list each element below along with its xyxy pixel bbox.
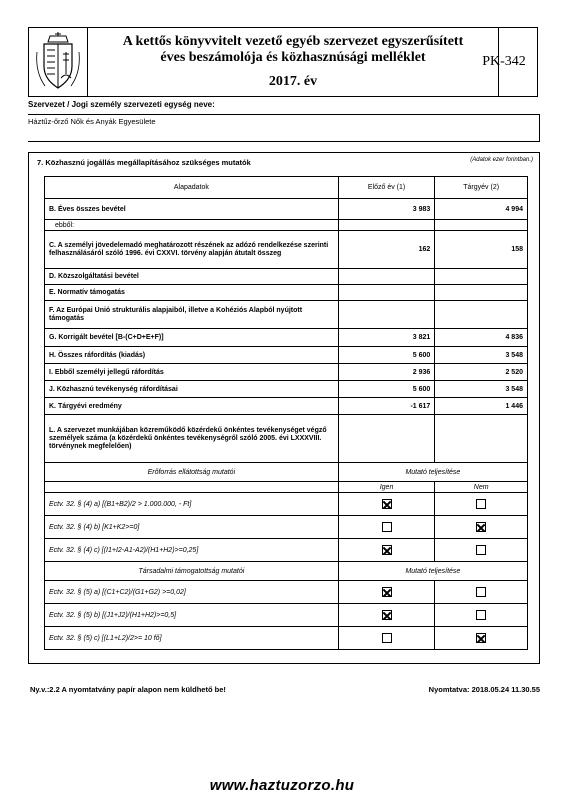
checkbox-no[interactable]: [476, 499, 486, 509]
column-header-curr-year: Tárgyév (2): [435, 177, 528, 199]
checkbox-yes[interactable]: [382, 522, 392, 532]
yes-checkbox-cell[interactable]: [338, 604, 435, 627]
yes-checkbox-cell[interactable]: [338, 493, 435, 516]
indicator-label: Ectv. 32. § (5) b) [(J1+J2)/(H1+H2)>=0,5]: [45, 604, 339, 627]
title-line-2: éves beszámolója és közhasznúsági melléklet: [160, 50, 426, 65]
indicator-label: Ectv. 32. § (5) a) [(C1+C2)/(G1+G2) >=0,02]: [45, 581, 339, 604]
no-checkbox-cell[interactable]: [435, 539, 528, 562]
row-curr-value: [435, 220, 528, 231]
section-title: 7. Közhasznú jogállás megállapításához szükséges mutatók: [37, 158, 251, 167]
table-row: [45, 364, 528, 381]
indicator-label: Ectv. 32. § (4) b) [K1+K2>=0]: [45, 516, 339, 539]
yes-checkbox-cell[interactable]: [338, 539, 435, 562]
indicator-row: [45, 493, 528, 516]
table-row: [45, 220, 528, 231]
row-label: K. Tárgyévi eredmény: [45, 398, 339, 415]
row-label: ebből:: [45, 220, 339, 231]
column-header-prev-year: Előző év (1): [338, 177, 435, 199]
version-note: Ny.v.:2.2 A nyomtatvány papír alapon nem küldhető be!: [30, 685, 226, 694]
indicators-section: [28, 152, 540, 664]
row-curr-value: 3 548: [435, 381, 528, 398]
row-curr-value: 4 994: [435, 199, 528, 220]
row-curr-value: [435, 415, 528, 463]
row-prev-value: [338, 220, 435, 231]
row-label: C. A személyi jövedelemadó meghatározott részének az adózó rendelkezése szerinti felhasználásáról szóló 1996. évi CXXVI. törvény alapján átutalt összeg: [45, 231, 339, 269]
row-label: H. Összes ráfordítás (kiadás): [45, 347, 339, 364]
form-title: [87, 28, 499, 96]
indicator-label: Ectv. 32. § (5) c) [(L1+L2)/2>= 10 fő]: [45, 627, 339, 650]
blank-cell: [45, 482, 339, 493]
row-curr-value: 1 446: [435, 398, 528, 415]
no-checkbox-cell[interactable]: [435, 516, 528, 539]
indicator-label: Ectv. 32. § (4) c) [(I1+I2-A1-A2)/(H1+H2)>=0,25]: [45, 539, 339, 562]
no-checkbox-cell[interactable]: [435, 604, 528, 627]
row-label: D. Közszolgáltatási bevétel: [45, 269, 339, 285]
row-label: L. A szervezet munkájában közreműködő közérdekű önkéntes tevékenységet végző személyek száma (a közérdekű önkéntes tevékenységről szóló 2005. évi LXXXVIII. törvénynek megfelelően): [45, 415, 339, 463]
table-row: [45, 301, 528, 329]
organization-label: Szervezet / Jogi személy szervezeti egység neve:: [28, 100, 215, 109]
print-timestamp: Nyomtatva: 2018.05.24 11.30.55: [428, 685, 540, 694]
row-curr-value: 2 520: [435, 364, 528, 381]
resource-indicators-header: Erőforrás ellátottság mutatói: [45, 463, 339, 482]
no-checkbox-cell[interactable]: [435, 581, 528, 604]
row-label: G. Korrigált bevétel [B-(C+D+E+F)]: [45, 329, 339, 347]
row-label: F. Az Európai Unió strukturális alapjaiból, illetve a Kohéziós Alapból nyújtott támogatás: [45, 301, 339, 329]
checkbox-no[interactable]: [476, 633, 486, 643]
yes-checkbox-cell[interactable]: [338, 627, 435, 650]
checkbox-yes[interactable]: [382, 499, 392, 509]
indicator-fulfilment-header: Mutató teljesítése: [338, 463, 527, 482]
row-prev-value: [338, 301, 435, 329]
row-curr-value: 3 548: [435, 347, 528, 364]
indicator-label: Ectv. 32. § (4) a) [(B1+B2)/2 > 1.000.000, - Ft]: [45, 493, 339, 516]
social-indicator-fulfilment-header: Mutató teljesítése: [338, 562, 527, 581]
row-prev-value: [338, 285, 435, 301]
form-header: [28, 27, 538, 97]
row-prev-value: 5 600: [338, 381, 435, 398]
yes-checkbox-cell[interactable]: [338, 516, 435, 539]
form-code: PK-342: [482, 54, 526, 69]
checkbox-no[interactable]: [476, 587, 486, 597]
row-prev-value: 2 936: [338, 364, 435, 381]
table-row: [45, 285, 528, 301]
row-curr-value: [435, 285, 528, 301]
table-row: [45, 398, 528, 415]
row-label: B. Éves összes bevétel: [45, 199, 339, 220]
indicator-row: [45, 627, 528, 650]
checkbox-no[interactable]: [476, 610, 486, 620]
organization-name: Háztűz-őrző Nők és Anyák Egyesülete: [28, 117, 156, 126]
row-label: I. Ebből személyi jellegű ráfordítás: [45, 364, 339, 381]
yes-checkbox-cell[interactable]: [338, 581, 435, 604]
table-header-row: [45, 177, 528, 199]
currency-note: (Adatok ezer forintban.): [470, 157, 533, 163]
organization-name-field: [28, 114, 540, 142]
no-checkbox-cell[interactable]: [435, 627, 528, 650]
row-curr-value: 4 836: [435, 329, 528, 347]
indicators-table: [44, 176, 528, 650]
title-line-1: A kettős könyvvitelt vezető egyéb szervezet egyszerűsített: [122, 34, 464, 49]
checkbox-yes[interactable]: [382, 545, 392, 555]
indicator-row: [45, 604, 528, 627]
social-header-row: [45, 562, 528, 581]
coat-of-arms-icon: [33, 32, 83, 92]
yes-no-header-row: [45, 482, 528, 493]
table-row: [45, 231, 528, 269]
table-row: [45, 269, 528, 285]
resource-header-row: [45, 463, 528, 482]
row-prev-value: -1 617: [338, 398, 435, 415]
row-curr-value: [435, 301, 528, 329]
yes-label: Igen: [338, 482, 435, 493]
row-prev-value: 3 983: [338, 199, 435, 220]
row-label: E. Normatív támogatás: [45, 285, 339, 301]
report-year: 2017. év: [268, 74, 318, 89]
no-checkbox-cell[interactable]: [435, 493, 528, 516]
row-curr-value: 158: [435, 231, 528, 269]
table-row: [45, 329, 528, 347]
row-prev-value: 3 821: [338, 329, 435, 347]
indicator-row: [45, 581, 528, 604]
table-row: [45, 381, 528, 398]
column-header-basic-data: Alapadatok: [45, 177, 339, 199]
website-link[interactable]: www.haztuzorzo.hu: [209, 777, 355, 794]
row-prev-value: 162: [338, 231, 435, 269]
checkbox-yes[interactable]: [382, 587, 392, 597]
indicator-row: [45, 516, 528, 539]
row-prev-value: [338, 415, 435, 463]
checkbox-yes[interactable]: [382, 610, 392, 620]
row-label: J. Közhasznú tevékenység ráfordításai: [45, 381, 339, 398]
table-row: [45, 415, 528, 463]
table-row: [45, 199, 528, 220]
checkbox-yes[interactable]: [382, 633, 392, 643]
checkbox-no[interactable]: [476, 545, 486, 555]
social-support-indicators-header: Társadalmi támogatottság mutatói: [45, 562, 339, 581]
row-prev-value: 5 600: [338, 347, 435, 364]
table-row: [45, 347, 528, 364]
row-curr-value: [435, 269, 528, 285]
indicator-row: [45, 539, 528, 562]
row-prev-value: [338, 269, 435, 285]
no-label: Nem: [435, 482, 528, 493]
checkbox-no[interactable]: [476, 522, 486, 532]
